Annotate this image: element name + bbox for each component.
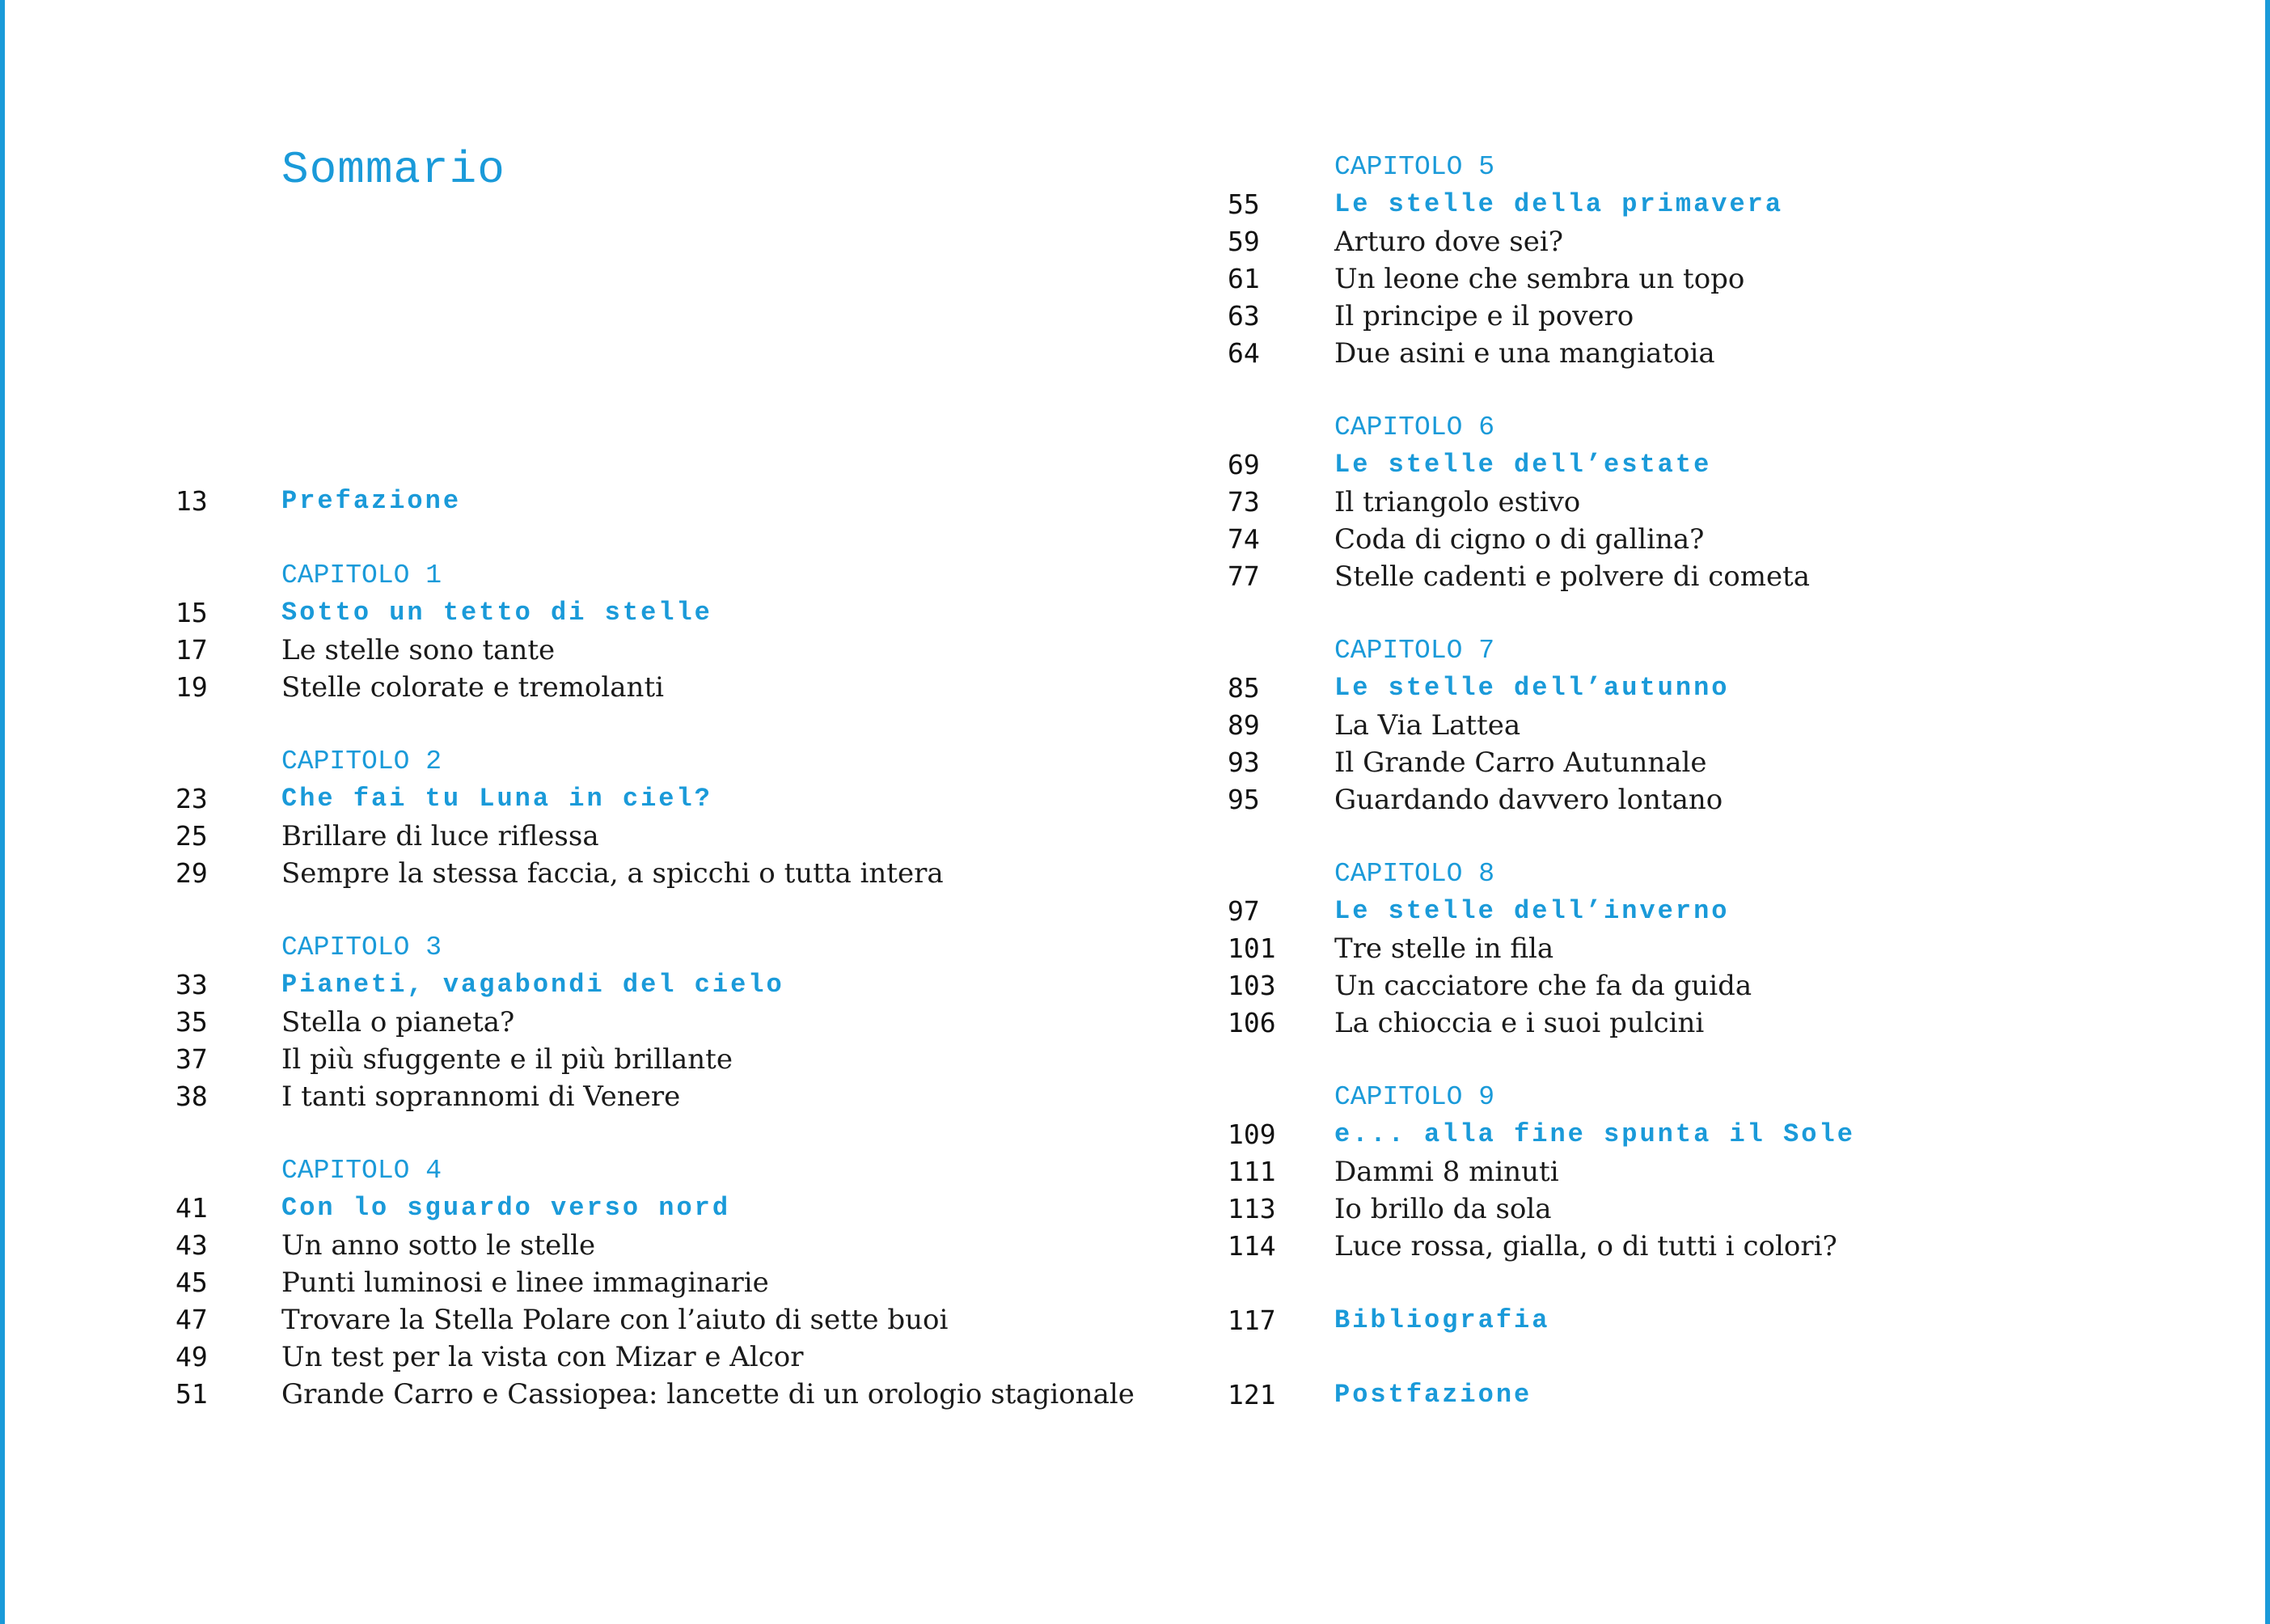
section-title: Dammi 8 minuti xyxy=(1334,1156,1559,1188)
section-title: Un cacciatore che fa da guida xyxy=(1334,970,1752,1002)
page-number: 109 xyxy=(1228,1119,1276,1150)
section-title: Un test per la vista con Mizar e Alcor xyxy=(281,1341,804,1373)
page-number: 61 xyxy=(1228,263,1260,294)
section-title: I tanti soprannomi di Venere xyxy=(281,1081,681,1113)
section-title: Un leone che sembra un topo xyxy=(1334,263,1745,295)
page-number: 97 xyxy=(1228,895,1260,927)
section-title: Trovare la Stella Polare con l’aiuto di sette buoi xyxy=(281,1304,949,1336)
page-number: 23 xyxy=(175,783,208,814)
page-number: 85 xyxy=(1228,672,1260,704)
left-edge-bar xyxy=(0,0,5,1624)
page-number: 51 xyxy=(175,1378,208,1410)
section-title: Il Grande Carro Autunnale xyxy=(1334,746,1707,779)
chapter-title: Le stelle della primavera xyxy=(1334,189,1784,219)
chapter-title: e... alla fine spunta il Sole xyxy=(1334,1119,1855,1149)
section-title: Stelle cadenti e polvere di cometa xyxy=(1334,560,1810,593)
section-title: Stelle colorate e tremolanti xyxy=(281,671,664,704)
page-number: 77 xyxy=(1228,560,1260,592)
page-number: 41 xyxy=(175,1192,208,1224)
section-title: Coda di cigno o di gallina? xyxy=(1334,523,1705,556)
page-number: 19 xyxy=(175,671,208,703)
section-title: Tre stelle in fila xyxy=(1334,933,1554,965)
section-title: Un anno sotto le stelle xyxy=(281,1229,596,1262)
section-title: Brillare di luce riflessa xyxy=(281,820,599,852)
section-title: Luce rossa, gialla, o di tutti i colori? xyxy=(1334,1230,1837,1262)
section-title: Il principe e il povero xyxy=(1334,300,1634,332)
page-number: 69 xyxy=(1228,449,1260,480)
section-title: Grande Carro e Cassiopea: lancette di un orologio stagionale xyxy=(281,1378,1135,1410)
page-number: 95 xyxy=(1228,784,1260,815)
page-number: 33 xyxy=(175,969,208,1000)
page-number: 89 xyxy=(1228,709,1260,741)
chapter-title: Pianeti, vagabondi del cielo xyxy=(281,970,784,1000)
page-number: 114 xyxy=(1228,1230,1276,1262)
page-number: 103 xyxy=(1228,970,1276,1001)
chapter-title: Che fai tu Luna in ciel? xyxy=(281,784,712,814)
chapter-title: Sotto un tetto di stelle xyxy=(281,598,712,628)
chapter-title: Le stelle dell’inverno xyxy=(1334,896,1730,926)
page-number: 49 xyxy=(175,1341,208,1372)
page-number: 111 xyxy=(1228,1156,1276,1187)
page-number: 15 xyxy=(175,597,208,628)
page-number: 113 xyxy=(1228,1193,1276,1224)
section-title: Sempre la stessa faccia, a spicchi o tutta intera xyxy=(281,857,944,890)
chapter-title: Le stelle dell’autunno xyxy=(1334,673,1730,703)
page-number: 25 xyxy=(175,820,208,852)
page-number: 101 xyxy=(1228,933,1276,964)
chapter-title: Le stelle dell’estate xyxy=(1334,450,1712,480)
page-number: 29 xyxy=(175,857,208,889)
page-number: 64 xyxy=(1228,337,1260,369)
right-edge-bar xyxy=(2265,0,2270,1624)
section-title: Le stelle sono tante xyxy=(281,634,556,666)
page-number: 37 xyxy=(175,1043,208,1075)
page-number: 117 xyxy=(1228,1305,1276,1336)
page-number: 74 xyxy=(1228,523,1260,555)
page-number: 13 xyxy=(175,485,208,517)
page-number: 38 xyxy=(175,1081,208,1112)
section-title: Punti luminosi e linee immaginarie xyxy=(281,1267,769,1299)
page-number: 43 xyxy=(175,1229,208,1261)
page-number: 73 xyxy=(1228,486,1260,518)
page-number: 59 xyxy=(1228,226,1260,257)
section-title: Io brillo da sola xyxy=(1334,1193,1552,1225)
page-number: 55 xyxy=(1228,188,1260,220)
page-number: 45 xyxy=(175,1267,208,1298)
page-number: 121 xyxy=(1228,1379,1276,1410)
page-number: 93 xyxy=(1228,746,1260,778)
section-title: La Via Lattea xyxy=(1334,709,1521,742)
page-number: 35 xyxy=(175,1006,208,1038)
entry-title: Postfazione xyxy=(1334,1380,1532,1410)
page-number: 17 xyxy=(175,634,208,666)
section-title: Due asini e una mangiatoia xyxy=(1334,337,1715,370)
page-number: 47 xyxy=(175,1304,208,1335)
section-title: Il più sfuggente e il più brillante xyxy=(281,1043,733,1076)
page-number: 106 xyxy=(1228,1007,1276,1038)
section-title: Arturo dove sei? xyxy=(1334,226,1563,258)
section-title: La chioccia e i suoi pulcini xyxy=(1334,1007,1705,1039)
entry-title: Prefazione xyxy=(281,486,462,516)
page-number: 63 xyxy=(1228,300,1260,332)
chapter-title: Con lo sguardo verso nord xyxy=(281,1193,731,1223)
section-title: Stella o pianeta? xyxy=(281,1006,515,1038)
page-title: Sommario xyxy=(281,144,505,196)
entry-title: Bibliografia xyxy=(1334,1305,1550,1335)
section-title: Guardando davvero lontano xyxy=(1334,784,1723,816)
section-title: Il triangolo estivo xyxy=(1334,486,1581,518)
